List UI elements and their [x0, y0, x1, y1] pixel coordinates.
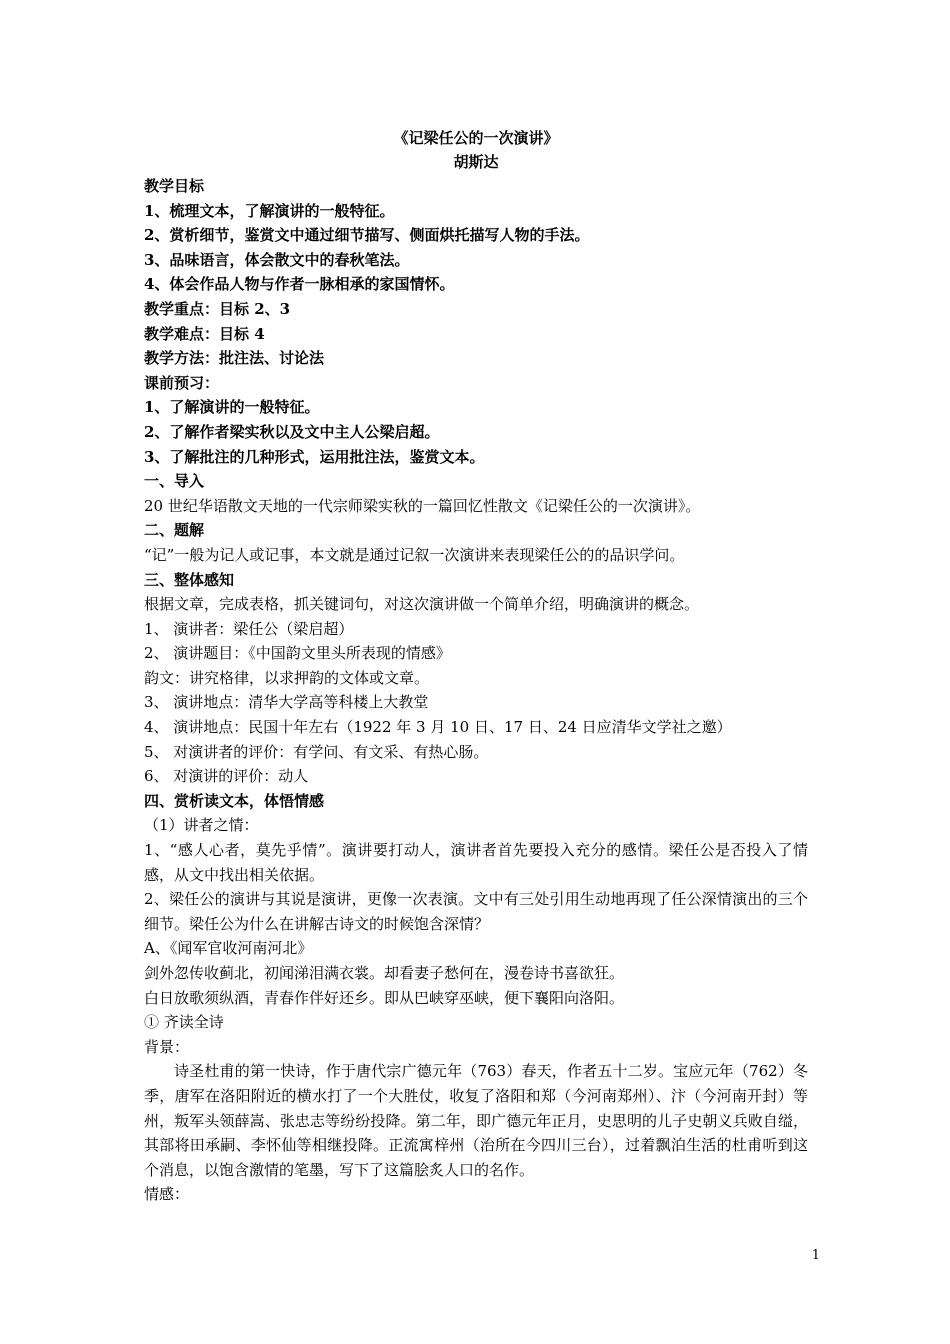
read-step: ① 齐读全诗 [144, 1013, 224, 1032]
subsection-heading: （1）讲者之情： [144, 816, 259, 835]
background-label: 背景： [144, 1037, 190, 1056]
overview-item: 韵文：讲究格律，以求押韵的文体或文章。 [144, 668, 430, 687]
preview-item: 1、了解演讲的一般特征。 [144, 398, 320, 417]
section-heading-overview: 三、整体感知 [144, 570, 235, 589]
background-paragraph: 诗圣杜甫的第一快诗，作于唐代宗广德元年（763）春天，作者五十二岁。宝应元年（762）冬季，唐军在洛阳附近的横水打了一个大胜仗，收复了洛阳和郑（今河南郑州）、汴（今河南开封）等州，叛军头领薛嵩、张忠志等纷纷投降。第二年，即广德元年正月，史思明的儿子史朝义兵败自缢，其部将田承嗣、李怀仙等相继投降。正流寓梓州（治所在今四川三台），过着飘泊生活的杜甫听到这个消息，以饱含激情的笔墨，写下了这篇脍炙人口的名作。 [144, 1062, 808, 1179]
page-number: 1 [811, 1248, 820, 1263]
document-title: 《记梁任公的一次演讲》 [393, 129, 559, 147]
section-overview-intro: 根据文章，完成表格，抓关键词句，对这次演讲做一个简单介绍，明确演讲的概念。 [144, 595, 700, 614]
poem-line: 剑外忽传收蓟北，初闻涕泪满衣裳。却看妻子愁何在，漫卷诗书喜欲狂。 [144, 964, 625, 982]
objectives-heading: 教学目标 [144, 177, 205, 195]
document-author: 胡斯达 [453, 153, 499, 171]
section-title-explain-text: “记”一般为记人或记事，本文就是通过记叙一次演讲来表现梁任公的的品识学问。 [144, 545, 685, 564]
overview-item: 3、 演讲地点：清华大学高等科楼上大教堂 [144, 693, 429, 712]
difficulty: 教学难点：目标 4 [144, 324, 265, 343]
section-intro-text: 20 世纪华语散文天地的一代宗师梁实秋的一篇回忆性散文《记梁任公的一次演讲》。 [144, 496, 701, 515]
objective-item: 3、品味语言，体会散文中的春秋笔法。 [144, 250, 410, 269]
preview-item: 2、了解作者梁实秋以及文中主人公梁启超。 [144, 422, 440, 441]
overview-item: 2、 演讲题目：《中国韵文里头所表现的情感》 [144, 644, 451, 663]
objective-item: 2、赏析细节，鉴赏文中通过细节描写、侧面烘托描写人物的手法。 [144, 226, 590, 245]
document-page [144, 126, 808, 1207]
overview-item: 1、 演讲者：梁任公（梁启超） [144, 619, 354, 638]
key-point: 教学重点：目标 2、3 [144, 299, 291, 318]
emotion-label: 情感： [144, 1185, 190, 1204]
question-paragraph: 1、“感人心者，莫先乎情”。演讲要打动人，演讲者首先要投入充分的感情。梁任公是否投入了情感，从文中找出相关依据。 [144, 841, 808, 884]
question-paragraph: 2、梁任公的演讲与其说是演讲，更像一次表演。文中有三处引用生动地再现了任公深情演出的三个细节。梁任公为什么在讲解古诗文的时候饱含深情？ [144, 890, 808, 933]
overview-item: 6、 对演讲的评价：动人 [144, 767, 309, 786]
section-heading-title-explain: 二、题解 [144, 521, 205, 540]
preview-heading: 课前预习： [144, 373, 220, 392]
objective-item: 1、梳理文本，了解演讲的一般特征。 [144, 201, 395, 220]
method: 教学方法：批注法、讨论法 [144, 349, 325, 368]
objective-item: 4、体会作品人物与作者一脉相承的家国情怀。 [144, 275, 455, 294]
section-heading-intro: 一、导入 [144, 472, 205, 491]
title-block [144, 126, 808, 174]
section-heading-appreciation: 四、赏析读文本，体悟情感 [144, 791, 325, 810]
poem-line: 白日放歌须纵酒，青春作伴好还乡。即从巴峡穿巫峡，便下襄阳向洛阳。 [144, 988, 625, 1007]
preview-item: 3、了解批注的几种形式，运用批注法，鉴赏文本。 [144, 447, 485, 466]
overview-item: 5、 对演讲者的评价：有学问、有文采、有热心肠。 [144, 742, 489, 761]
poem-title: A、《闻军官收河南河北》 [144, 939, 313, 958]
overview-item: 4、 演讲地点：民国十年左右（1922 年 3 月 10 日、17 日、24 日应清华文学社之邀） [144, 718, 732, 737]
